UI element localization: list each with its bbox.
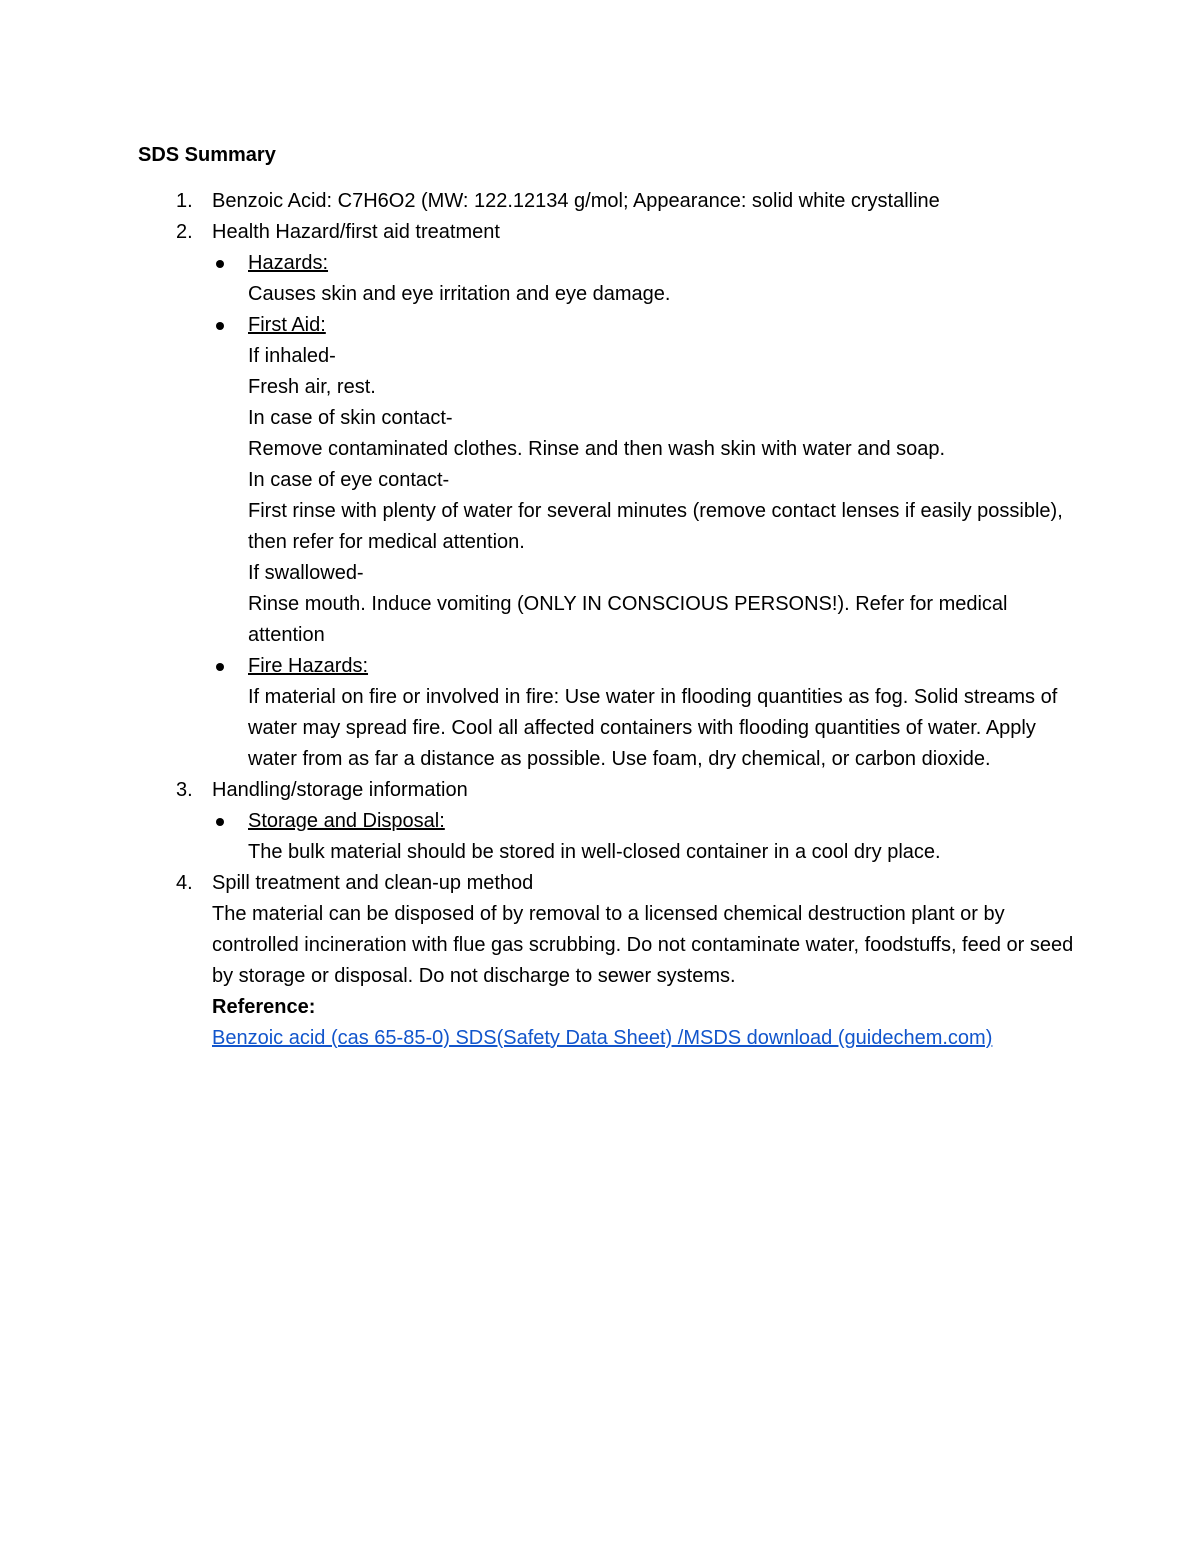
bullet-dot-icon [216,322,224,330]
bullet-line: In case of eye contact- [248,469,450,491]
list-item-1 [138,186,1078,217]
spill-treatment-body: The material can be disposed of by removal to a licensed chemical destruction plant or by controlled incineration with flue gas scrubbing. Do not contaminate water, foodstuffs, feed or seed by storage or disposal. Do not discharge to sewer systems. [212,903,1074,987]
bullet-line: If swallowed- [248,562,364,584]
bullet-line: Fresh air, rest. [248,376,376,398]
bullet-line: Rinse mouth. Induce vomiting (ONLY IN CONSCIOUS PERSONS!). Refer for medical attention [248,593,1008,646]
reference-label: Reference: [212,996,316,1018]
document-content [138,140,1078,1054]
list-number: 4. [176,872,193,894]
bullet-storage-disposal [212,806,1078,868]
bullet-line: If inhaled- [248,345,336,367]
bullet-hazards [212,248,1078,310]
list-number: 2. [176,221,193,243]
list-item-4 [138,868,1078,1054]
bullet-dot-icon [216,818,224,826]
list-item-text: Handling/storage information [212,779,468,801]
list-item-text: Spill treatment and clean-up method [212,872,534,894]
bullet-line: If material on fire or involved in fire: Use water in flooding quantities as fog. Solid streams of water may spread fire. Cool all affected containers with flooding quantities of water. Apply water from as far a distance as possible. Use foam, dry chemical, or carbon dioxide. [248,686,1058,770]
bullet-line: First rinse with plenty of water for several minutes (remove contact lenses if easily possible), then refer for medical attention. [248,500,1063,553]
list-number: 3. [176,779,193,801]
bullet-heading: Fire Hazards: [248,655,369,677]
bullet-dot-icon [216,663,224,671]
bullet-heading: Storage and Disposal: [248,810,445,832]
list-item-2 [138,217,1078,775]
bullet-heading: First Aid: [248,314,326,336]
bullet-line: The bulk material should be stored in well-closed container in a cool dry place. [248,841,941,863]
list-item-text: Benzoic Acid: C7H6O2 (MW: 122.12134 g/mol; Appearance: solid white crystalline [212,190,940,212]
bullet-first-aid [212,310,1078,651]
bullet-line: Remove contaminated clothes. Rinse and then wash skin with water and soap. [248,438,946,460]
reference-link[interactable]: Benzoic acid (cas 65-85-0) SDS(Safety Data Sheet) /MSDS download (guidechem.com) [212,1027,993,1049]
bullet-line: Causes skin and eye irritation and eye damage. [248,283,671,305]
list-item-3 [138,775,1078,868]
bullet-line: In case of skin contact- [248,407,453,429]
bullet-dot-icon [216,260,224,268]
bullet-fire-hazards [212,651,1078,775]
list-number: 1. [176,190,193,212]
list-item-text: Health Hazard/first aid treatment [212,221,500,243]
bullet-heading: Hazards: [248,252,329,274]
document-title: SDS Summary [138,144,276,166]
